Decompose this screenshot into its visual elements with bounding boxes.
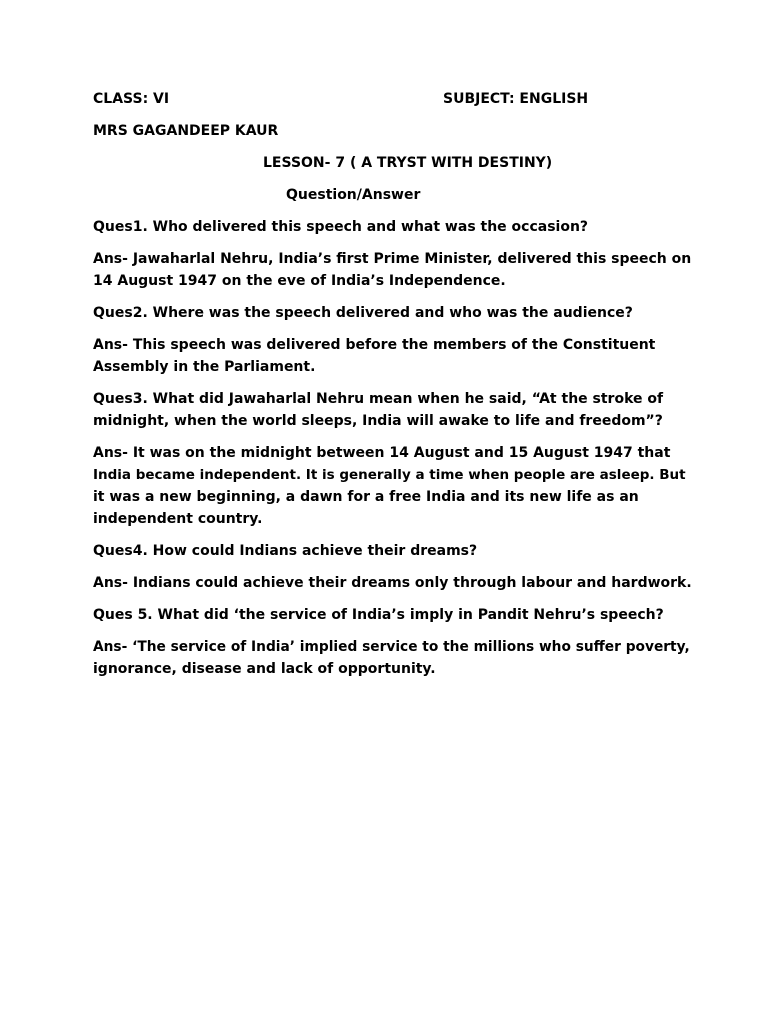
text-line: Ques 5. What did ‘the service of India’s imply in Pandit Nehru’s speech? (93, 607, 664, 623)
answer-4 (93, 572, 693, 594)
question-5 (93, 604, 693, 626)
text-line: midnight, when the world sleeps, India will awake to life and freedom”? (93, 413, 663, 429)
answer-5 (93, 636, 693, 680)
text-line: Ans- Indians could achieve their dreams only through labour and hardwork. (93, 575, 692, 591)
text-line: Ques2. Where was the speech delivered and who was the audience? (93, 305, 633, 321)
text-line: independent country. (93, 511, 263, 527)
teacher-name: MRS GAGANDEEP KAUR (93, 123, 279, 139)
text-line: Ques4. How could Indians achieve their dreams? (93, 543, 478, 559)
lesson-title: LESSON- 7 ( A TRYST WITH DESTINY) (263, 155, 553, 171)
question-4 (93, 540, 693, 562)
text-line: Ques3. What did Jawaharlal Nehru mean when he said, “At the stroke of (93, 391, 664, 407)
header-row (93, 88, 693, 110)
text-line: Ans- Jawaharlal Nehru, India’s first Prime Minister, delivered this speech on (93, 251, 692, 267)
question-1 (93, 216, 693, 238)
text-line: Ans- ‘The service of India’ implied service to the millions who suffer poverty, (93, 639, 690, 655)
document-page (93, 88, 693, 680)
class-label: CLASS: VI (93, 91, 170, 107)
text-line: Ques1. Who delivered this speech and what was the occasion? (93, 219, 589, 235)
answer-2 (93, 334, 693, 378)
subject-label: SUBJECT: ENGLISH (443, 91, 589, 107)
text-line: it was a new beginning, a dawn for a free India and its new life as an (93, 489, 639, 505)
question-2 (93, 302, 693, 324)
text-line: ignorance, disease and lack of opportunity. (93, 661, 436, 677)
text-line: Ans- This speech was delivered before the members of the Constituent (93, 337, 656, 353)
section-heading: Question/Answer (286, 187, 421, 203)
question-3 (93, 388, 693, 432)
text-line: 14 August 1947 on the eve of India’s Independence. (93, 273, 506, 289)
answer-3 (93, 442, 693, 530)
answer-1 (93, 248, 693, 292)
text-line: Ans- It was on the midnight between 14 August and 15 August 1947 that (93, 445, 671, 461)
text-line: India became independent. It is generally a time when people are asleep. But (93, 467, 686, 483)
text-line: Assembly in the Parliament. (93, 359, 316, 375)
